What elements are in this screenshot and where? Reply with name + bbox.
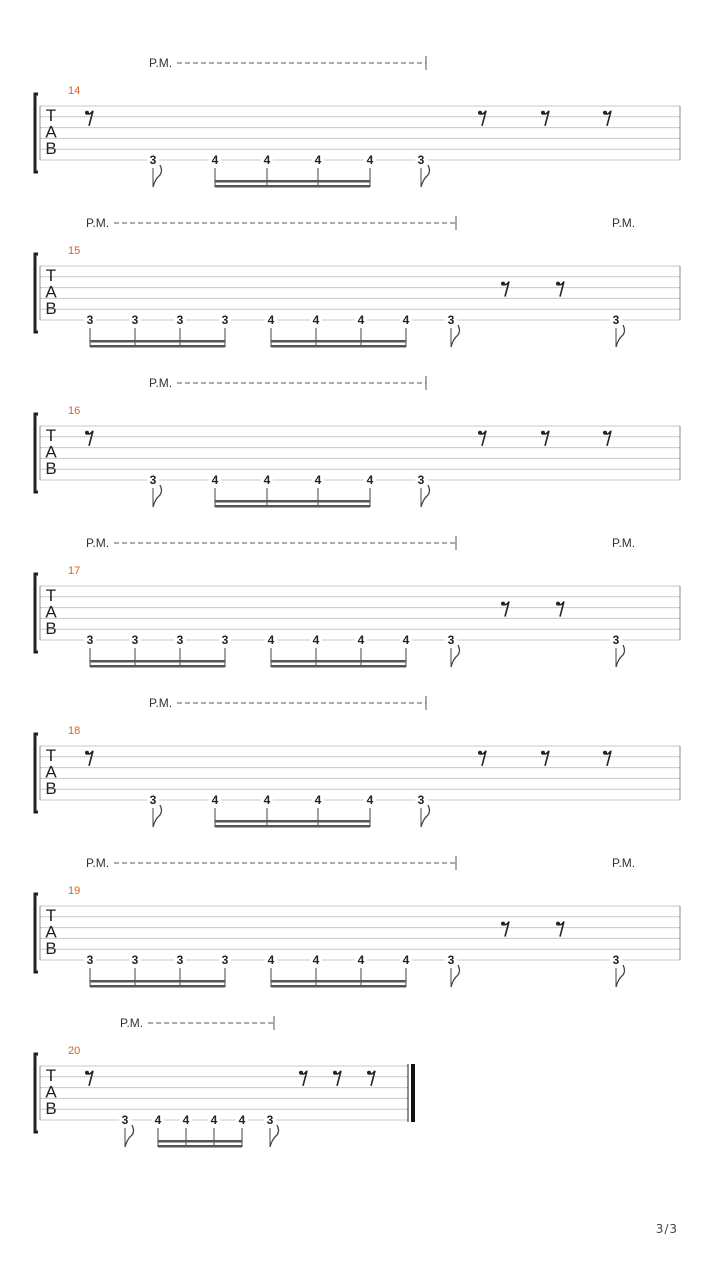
page-indicator: 3/3 bbox=[655, 1222, 678, 1236]
note-flag bbox=[421, 805, 430, 827]
eighth-rest-dot bbox=[603, 431, 607, 435]
tab-clef-letter: T bbox=[45, 906, 57, 925]
tab-clef-letter: T bbox=[45, 426, 57, 445]
fret-number: 4 bbox=[263, 473, 271, 487]
beam-primary bbox=[90, 985, 225, 988]
palm-mute-label: P.M. bbox=[612, 216, 636, 230]
beam-primary bbox=[271, 345, 406, 348]
fret-number: 4 bbox=[211, 473, 219, 487]
eighth-rest-dot bbox=[85, 431, 89, 435]
tab-clef-letter: A bbox=[45, 282, 57, 302]
system-measure-19 bbox=[35, 856, 680, 988]
tab-clef-letter: T bbox=[45, 1066, 57, 1085]
eighth-rest-dot bbox=[541, 751, 545, 755]
fret-number: 3 bbox=[86, 313, 94, 327]
fret-number: 3 bbox=[417, 473, 425, 487]
fret-number: 4 bbox=[312, 633, 320, 647]
beam-secondary bbox=[215, 500, 370, 503]
beam-primary bbox=[271, 985, 406, 988]
fret-number: 3 bbox=[149, 473, 157, 487]
palm-mute-label: P.M. bbox=[612, 856, 636, 870]
palm-mute-label: P.M. bbox=[149, 376, 173, 390]
eighth-rest-dot bbox=[85, 1071, 89, 1075]
note-flag bbox=[451, 965, 460, 987]
eighth-rest-dot bbox=[541, 431, 545, 435]
fret-number: 4 bbox=[366, 793, 374, 807]
tab-clef-letter: A bbox=[45, 922, 57, 942]
fret-number: 4 bbox=[357, 633, 365, 647]
note-flag bbox=[153, 805, 162, 827]
note-flag bbox=[451, 325, 460, 347]
fret-number: 3 bbox=[266, 1113, 274, 1127]
eighth-rest-dot bbox=[478, 431, 482, 435]
measure-number: 14 bbox=[68, 85, 81, 97]
fret-number: 3 bbox=[417, 793, 425, 807]
beam-primary bbox=[271, 665, 406, 668]
palm-mute-label: P.M. bbox=[149, 56, 173, 70]
fret-number: 4 bbox=[357, 953, 365, 967]
note-flag bbox=[421, 485, 430, 507]
eighth-rest-dot bbox=[556, 282, 560, 286]
fret-number: 4 bbox=[357, 313, 365, 327]
beam-secondary bbox=[90, 980, 225, 983]
fret-number: 4 bbox=[211, 153, 219, 167]
tab-clef-letter: T bbox=[45, 106, 57, 125]
beam-secondary bbox=[215, 820, 370, 823]
beam-secondary bbox=[271, 980, 406, 983]
eighth-rest-dot bbox=[603, 111, 607, 115]
tab-clef-letter: A bbox=[45, 1082, 57, 1102]
tab-clef-letter: B bbox=[45, 1099, 57, 1118]
fret-number: 4 bbox=[263, 793, 271, 807]
measure-number: 20 bbox=[68, 1045, 81, 1057]
eighth-rest-dot bbox=[333, 1071, 337, 1075]
eighth-rest-dot bbox=[556, 922, 560, 926]
final-barline-thick bbox=[411, 1064, 415, 1122]
tab-clef-letter: B bbox=[45, 779, 57, 798]
fret-number: 3 bbox=[417, 153, 425, 167]
fret-number: 4 bbox=[314, 473, 322, 487]
fret-number: 3 bbox=[131, 633, 139, 647]
palm-mute-label: P.M. bbox=[86, 216, 110, 230]
note-flag bbox=[616, 645, 625, 667]
system-bracket bbox=[35, 254, 38, 332]
fret-number: 4 bbox=[312, 313, 320, 327]
fret-number: 3 bbox=[221, 313, 229, 327]
tab-clef-letter: B bbox=[45, 139, 57, 158]
beam-secondary bbox=[271, 660, 406, 663]
system-measure-15 bbox=[35, 216, 680, 348]
tab-clef-letter: B bbox=[45, 459, 57, 478]
fret-number: 3 bbox=[612, 313, 620, 327]
beam-primary bbox=[90, 665, 225, 668]
note-flag bbox=[153, 485, 162, 507]
fret-number: 4 bbox=[210, 1113, 218, 1127]
fret-number: 3 bbox=[176, 313, 184, 327]
beam-secondary bbox=[158, 1140, 242, 1143]
beam-secondary bbox=[271, 340, 406, 343]
fret-number: 4 bbox=[238, 1113, 246, 1127]
note-flag bbox=[451, 645, 460, 667]
fret-number: 4 bbox=[211, 793, 219, 807]
eighth-rest-dot bbox=[85, 751, 89, 755]
eighth-rest-dot bbox=[541, 111, 545, 115]
eighth-rest-dot bbox=[556, 602, 560, 606]
palm-mute-label: P.M. bbox=[86, 536, 110, 550]
eighth-rest-dot bbox=[478, 751, 482, 755]
eighth-rest-dot bbox=[501, 282, 505, 286]
fret-number: 4 bbox=[267, 633, 275, 647]
system-measure-20 bbox=[35, 1016, 415, 1148]
beam-secondary bbox=[90, 340, 225, 343]
eighth-rest-dot bbox=[501, 922, 505, 926]
note-flag bbox=[125, 1125, 134, 1147]
note-flag bbox=[616, 965, 625, 987]
note-flag bbox=[153, 165, 162, 187]
fret-number: 3 bbox=[131, 313, 139, 327]
system-bracket bbox=[35, 894, 38, 972]
system-measure-16 bbox=[35, 376, 680, 508]
system-measure-18 bbox=[35, 696, 680, 828]
note-flag bbox=[270, 1125, 279, 1147]
beam-primary bbox=[215, 185, 370, 188]
tab-clef-letter: T bbox=[45, 266, 57, 285]
system-bracket bbox=[35, 574, 38, 652]
tab-clef-letter: B bbox=[45, 619, 57, 638]
fret-number: 3 bbox=[86, 633, 94, 647]
fret-number: 4 bbox=[314, 793, 322, 807]
eighth-rest-dot bbox=[299, 1071, 303, 1075]
beam-primary bbox=[215, 825, 370, 828]
fret-number: 4 bbox=[402, 953, 410, 967]
fret-number: 4 bbox=[182, 1113, 190, 1127]
measure-number: 15 bbox=[68, 245, 81, 257]
fret-number: 3 bbox=[447, 633, 455, 647]
note-flag bbox=[616, 325, 625, 347]
beam-secondary bbox=[215, 180, 370, 183]
system-bracket bbox=[35, 734, 38, 812]
fret-number: 3 bbox=[149, 153, 157, 167]
tab-clef-letter: A bbox=[45, 602, 57, 622]
fret-number: 4 bbox=[263, 153, 271, 167]
tab-clef-letter: A bbox=[45, 122, 57, 142]
tab-clef-letter: T bbox=[45, 746, 57, 765]
fret-number: 4 bbox=[402, 633, 410, 647]
fret-number: 3 bbox=[176, 633, 184, 647]
tab-clef-letter: B bbox=[45, 939, 57, 958]
fret-number: 4 bbox=[267, 953, 275, 967]
fret-number: 3 bbox=[86, 953, 94, 967]
beam-primary bbox=[215, 505, 370, 508]
system-bracket bbox=[35, 414, 38, 492]
eighth-rest-dot bbox=[85, 111, 89, 115]
fret-number: 4 bbox=[366, 473, 374, 487]
eighth-rest-dot bbox=[501, 602, 505, 606]
fret-number: 3 bbox=[121, 1113, 129, 1127]
measure-number: 18 bbox=[68, 725, 81, 737]
tab-clef-letter: B bbox=[45, 299, 57, 318]
fret-number: 4 bbox=[402, 313, 410, 327]
tab-clef-letter: A bbox=[45, 442, 57, 462]
fret-number: 3 bbox=[149, 793, 157, 807]
fret-number: 4 bbox=[312, 953, 320, 967]
fret-number: 4 bbox=[314, 153, 322, 167]
measure-number: 17 bbox=[68, 565, 81, 577]
palm-mute-label: P.M. bbox=[120, 1016, 144, 1030]
tab-clef-letter: T bbox=[45, 586, 57, 605]
fret-number: 3 bbox=[176, 953, 184, 967]
eighth-rest-dot bbox=[603, 751, 607, 755]
fret-number: 3 bbox=[612, 633, 620, 647]
beam-primary bbox=[90, 345, 225, 348]
palm-mute-label: P.M. bbox=[612, 536, 636, 550]
fret-number: 4 bbox=[366, 153, 374, 167]
system-measure-17 bbox=[35, 536, 680, 668]
fret-number: 4 bbox=[154, 1113, 162, 1127]
eighth-rest-dot bbox=[367, 1071, 371, 1075]
fret-number: 3 bbox=[131, 953, 139, 967]
system-bracket bbox=[35, 94, 38, 172]
measure-number: 19 bbox=[68, 885, 81, 897]
fret-number: 3 bbox=[221, 953, 229, 967]
system-bracket bbox=[35, 1054, 38, 1132]
beam-primary bbox=[158, 1145, 242, 1148]
system-measure-14 bbox=[35, 56, 680, 188]
fret-number: 3 bbox=[447, 313, 455, 327]
palm-mute-label: P.M. bbox=[149, 696, 173, 710]
fret-number: 3 bbox=[612, 953, 620, 967]
palm-mute-label: P.M. bbox=[86, 856, 110, 870]
fret-number: 4 bbox=[267, 313, 275, 327]
eighth-rest-dot bbox=[478, 111, 482, 115]
tab-clef-letter: A bbox=[45, 762, 57, 782]
beam-secondary bbox=[90, 660, 225, 663]
fret-number: 3 bbox=[447, 953, 455, 967]
fret-number: 3 bbox=[221, 633, 229, 647]
note-flag bbox=[421, 165, 430, 187]
measure-number: 16 bbox=[68, 405, 81, 417]
